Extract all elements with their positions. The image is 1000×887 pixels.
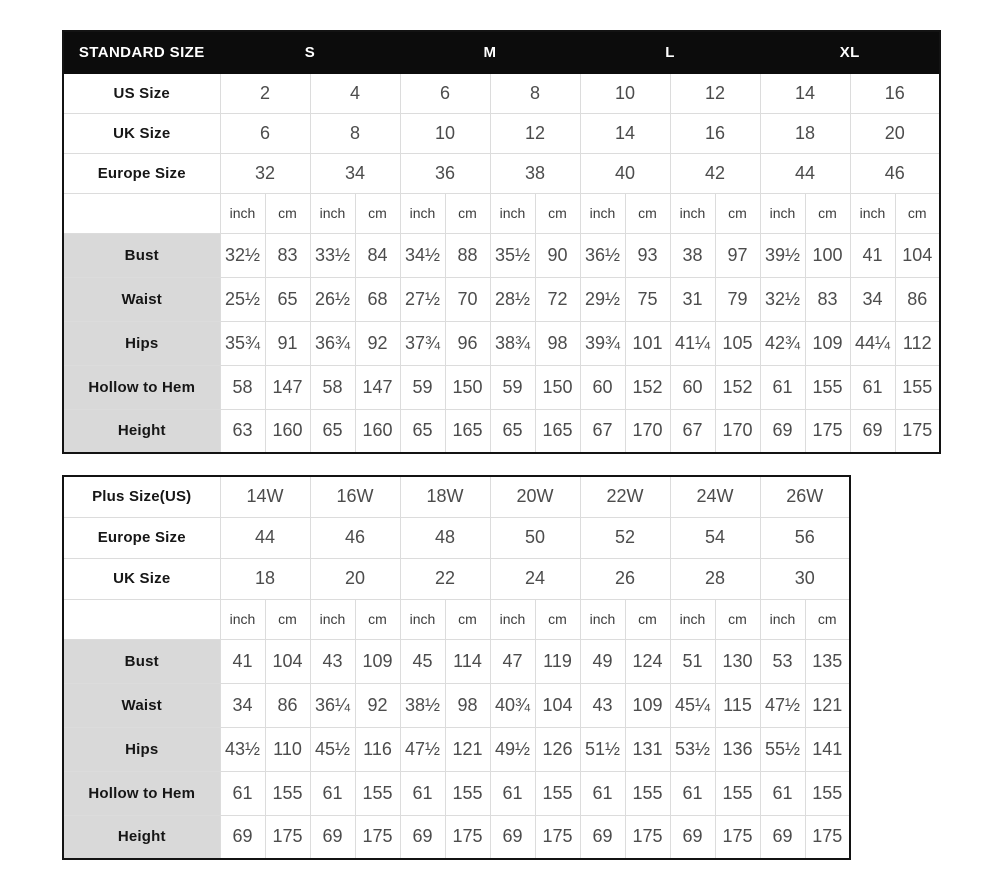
- measurement-value: 39½: [760, 233, 805, 277]
- measurement-row: [63, 277, 940, 321]
- measurement-value: 60: [580, 365, 625, 409]
- size-value: 8: [310, 113, 400, 153]
- size-group-header-xl: XL: [760, 31, 940, 73]
- measurement-value: 45½: [310, 727, 355, 771]
- measurement-value: 35¾: [220, 321, 265, 365]
- measurement-value: 96: [445, 321, 490, 365]
- measurement-value: 86: [265, 683, 310, 727]
- unit-label-cm: cm: [265, 599, 310, 639]
- measurement-value: 43½: [220, 727, 265, 771]
- row-label: Hips: [63, 321, 220, 365]
- measurement-value: 155: [535, 771, 580, 815]
- plus-size-table-container: [62, 475, 851, 860]
- size-group-header-m: M: [400, 31, 580, 73]
- measurement-value: 61: [310, 771, 355, 815]
- measurement-value: 155: [715, 771, 760, 815]
- measurement-value: 45: [400, 639, 445, 683]
- size-value: 4: [310, 73, 400, 113]
- size-value: 18: [220, 558, 310, 599]
- measurement-row: [63, 409, 940, 453]
- measurement-value: 70: [445, 277, 490, 321]
- size-value: 12: [490, 113, 580, 153]
- measurement-value: 92: [355, 321, 400, 365]
- measurement-value: 69: [580, 815, 625, 859]
- measurement-value: 105: [715, 321, 760, 365]
- size-value: 6: [220, 113, 310, 153]
- unit-label-cm: cm: [805, 193, 850, 233]
- row-label: UK Size: [63, 113, 220, 153]
- unit-label-inch: inch: [490, 599, 535, 639]
- measurement-value: 49: [580, 639, 625, 683]
- measurement-value: 61: [760, 365, 805, 409]
- measurement-value: 58: [310, 365, 355, 409]
- measurement-value: 147: [265, 365, 310, 409]
- size-value: 40: [580, 153, 670, 193]
- measurement-value: 53: [760, 639, 805, 683]
- measurement-value: 150: [445, 365, 490, 409]
- measurement-value: 79: [715, 277, 760, 321]
- measurement-value: 59: [400, 365, 445, 409]
- measurement-value: 98: [535, 321, 580, 365]
- measurement-value: 34: [220, 683, 265, 727]
- measurement-value: 88: [445, 233, 490, 277]
- size-value: 36: [400, 153, 490, 193]
- measurement-value: 55½: [760, 727, 805, 771]
- size-value: 16W: [310, 476, 400, 517]
- size-value: 18: [760, 113, 850, 153]
- measurement-value: 31: [670, 277, 715, 321]
- measurement-value: 43: [310, 639, 355, 683]
- measurement-value: 41: [220, 639, 265, 683]
- measurement-value: 38½: [400, 683, 445, 727]
- measurement-value: 53½: [670, 727, 715, 771]
- measurement-value: 47½: [400, 727, 445, 771]
- measurement-value: 175: [805, 815, 850, 859]
- unit-label-cm: cm: [715, 193, 760, 233]
- row-label: Europe Size: [63, 517, 220, 558]
- size-value: 34: [310, 153, 400, 193]
- size-value: 14: [760, 73, 850, 113]
- measurement-value: 121: [445, 727, 490, 771]
- measurement-value: 59: [490, 365, 535, 409]
- size-value: 26W: [760, 476, 850, 517]
- measurement-value: 44¼: [850, 321, 895, 365]
- measurement-value: 91: [265, 321, 310, 365]
- size-value: 42: [670, 153, 760, 193]
- unit-label-inch: inch: [220, 599, 265, 639]
- size-value: 50: [490, 517, 580, 558]
- measurement-value: 29½: [580, 277, 625, 321]
- size-conversion-row: [63, 517, 850, 558]
- row-label: Hips: [63, 727, 220, 771]
- measurement-value: 65: [400, 409, 445, 453]
- empty-cell: [63, 599, 220, 639]
- size-value: 16: [670, 113, 760, 153]
- measurement-row: [63, 771, 850, 815]
- measurement-row: [63, 683, 850, 727]
- unit-label-inch: inch: [400, 193, 445, 233]
- measurement-value: 69: [490, 815, 535, 859]
- unit-label-inch: inch: [580, 193, 625, 233]
- size-value: 32: [220, 153, 310, 193]
- size-value: 46: [850, 153, 940, 193]
- measurement-row: [63, 727, 850, 771]
- size-value: 12: [670, 73, 760, 113]
- measurement-value: 36¼: [310, 683, 355, 727]
- measurement-value: 131: [625, 727, 670, 771]
- standard-size-table: [62, 30, 941, 454]
- size-value: 20: [850, 113, 940, 153]
- row-label: Bust: [63, 233, 220, 277]
- measurement-value: 40¾: [490, 683, 535, 727]
- size-value: 14: [580, 113, 670, 153]
- measurement-value: 45¼: [670, 683, 715, 727]
- measurement-value: 104: [535, 683, 580, 727]
- empty-cell: [63, 193, 220, 233]
- unit-row: [63, 599, 850, 639]
- measurement-value: 32½: [760, 277, 805, 321]
- measurement-value: 68: [355, 277, 400, 321]
- unit-label-cm: cm: [355, 193, 400, 233]
- measurement-value: 121: [805, 683, 850, 727]
- measurement-value: 65: [265, 277, 310, 321]
- measurement-value: 60: [670, 365, 715, 409]
- size-value: 24W: [670, 476, 760, 517]
- measurement-value: 109: [805, 321, 850, 365]
- measurement-value: 38¾: [490, 321, 535, 365]
- measurement-value: 175: [265, 815, 310, 859]
- measurement-value: 32½: [220, 233, 265, 277]
- size-value: 38: [490, 153, 580, 193]
- measurement-value: 69: [850, 409, 895, 453]
- measurement-value: 63: [220, 409, 265, 453]
- measurement-row: [63, 321, 940, 365]
- standard-size-table-container: [62, 30, 941, 454]
- measurement-value: 38: [670, 233, 715, 277]
- unit-label-inch: inch: [670, 599, 715, 639]
- table-title: STANDARD SIZE: [63, 31, 220, 73]
- measurement-value: 155: [355, 771, 400, 815]
- row-label: Waist: [63, 683, 220, 727]
- size-value: 52: [580, 517, 670, 558]
- measurement-value: 175: [715, 815, 760, 859]
- unit-label-inch: inch: [580, 599, 625, 639]
- measurement-value: 155: [805, 771, 850, 815]
- measurement-value: 175: [445, 815, 490, 859]
- measurement-value: 126: [535, 727, 580, 771]
- measurement-row: [63, 233, 940, 277]
- measurement-value: 109: [355, 639, 400, 683]
- measurement-value: 175: [535, 815, 580, 859]
- measurement-value: 90: [535, 233, 580, 277]
- measurement-value: 42¾: [760, 321, 805, 365]
- measurement-value: 92: [355, 683, 400, 727]
- size-conversion-row: [63, 558, 850, 599]
- unit-label-cm: cm: [535, 599, 580, 639]
- measurement-value: 160: [265, 409, 310, 453]
- size-value: 2: [220, 73, 310, 113]
- unit-label-cm: cm: [895, 193, 940, 233]
- size-group-header-s: S: [220, 31, 400, 73]
- size-value: 44: [760, 153, 850, 193]
- size-value: 24: [490, 558, 580, 599]
- size-value: 8: [490, 73, 580, 113]
- measurement-value: 47: [490, 639, 535, 683]
- measurement-value: 75: [625, 277, 670, 321]
- size-value: 54: [670, 517, 760, 558]
- unit-label-cm: cm: [715, 599, 760, 639]
- size-value: 16: [850, 73, 940, 113]
- measurement-value: 116: [355, 727, 400, 771]
- measurement-value: 147: [355, 365, 400, 409]
- measurement-row: [63, 639, 850, 683]
- size-value: 48: [400, 517, 490, 558]
- measurement-value: 155: [895, 365, 940, 409]
- unit-label-cm: cm: [445, 599, 490, 639]
- measurement-value: 83: [805, 277, 850, 321]
- row-label: Height: [63, 409, 220, 453]
- size-value: 26: [580, 558, 670, 599]
- measurement-value: 65: [310, 409, 355, 453]
- size-value: 56: [760, 517, 850, 558]
- measurement-value: 124: [625, 639, 670, 683]
- measurement-value: 155: [625, 771, 670, 815]
- unit-label-cm: cm: [625, 599, 670, 639]
- measurement-value: 141: [805, 727, 850, 771]
- measurement-value: 69: [760, 815, 805, 859]
- measurement-value: 61: [760, 771, 805, 815]
- size-value: 28: [670, 558, 760, 599]
- measurement-value: 100: [805, 233, 850, 277]
- measurement-value: 130: [715, 639, 760, 683]
- size-value: 44: [220, 517, 310, 558]
- unit-label-cm: cm: [445, 193, 490, 233]
- measurement-value: 175: [625, 815, 670, 859]
- measurement-value: 36½: [580, 233, 625, 277]
- measurement-value: 41¼: [670, 321, 715, 365]
- measurement-value: 86: [895, 277, 940, 321]
- unit-row: [63, 193, 940, 233]
- measurement-row: [63, 365, 940, 409]
- row-label: UK Size: [63, 558, 220, 599]
- measurement-value: 175: [805, 409, 850, 453]
- size-value: 14W: [220, 476, 310, 517]
- unit-label-inch: inch: [400, 599, 445, 639]
- measurement-value: 84: [355, 233, 400, 277]
- measurement-value: 150: [535, 365, 580, 409]
- measurement-value: 112: [895, 321, 940, 365]
- measurement-value: 35½: [490, 233, 535, 277]
- measurement-value: 39¾: [580, 321, 625, 365]
- measurement-value: 37¾: [400, 321, 445, 365]
- measurement-value: 49½: [490, 727, 535, 771]
- unit-label-inch: inch: [310, 599, 355, 639]
- measurement-value: 175: [355, 815, 400, 859]
- size-value: 20: [310, 558, 400, 599]
- measurement-value: 69: [670, 815, 715, 859]
- measurement-value: 67: [670, 409, 715, 453]
- measurement-value: 26½: [310, 277, 355, 321]
- measurement-value: 160: [355, 409, 400, 453]
- size-value: 20W: [490, 476, 580, 517]
- row-label: Waist: [63, 277, 220, 321]
- measurement-value: 61: [220, 771, 265, 815]
- measurement-value: 67: [580, 409, 625, 453]
- unit-label-inch: inch: [490, 193, 535, 233]
- measurement-value: 43: [580, 683, 625, 727]
- measurement-value: 152: [625, 365, 670, 409]
- measurement-row: [63, 815, 850, 859]
- measurement-value: 115: [715, 683, 760, 727]
- unit-label-cm: cm: [355, 599, 400, 639]
- measurement-value: 170: [715, 409, 760, 453]
- measurement-value: 110: [265, 727, 310, 771]
- size-conversion-row: [63, 73, 940, 113]
- size-value: 22W: [580, 476, 670, 517]
- size-value: 46: [310, 517, 400, 558]
- measurement-value: 114: [445, 639, 490, 683]
- measurement-value: 155: [805, 365, 850, 409]
- measurement-value: 93: [625, 233, 670, 277]
- size-group-header-l: L: [580, 31, 760, 73]
- row-label: Plus Size(US): [63, 476, 220, 517]
- measurement-value: 165: [445, 409, 490, 453]
- unit-label-inch: inch: [760, 599, 805, 639]
- size-value: 10: [580, 73, 670, 113]
- measurement-value: 36¾: [310, 321, 355, 365]
- measurement-value: 69: [760, 409, 805, 453]
- measurement-value: 61: [400, 771, 445, 815]
- size-conversion-row: [63, 153, 940, 193]
- measurement-value: 119: [535, 639, 580, 683]
- measurement-value: 175: [895, 409, 940, 453]
- unit-label-inch: inch: [310, 193, 355, 233]
- unit-label-inch: inch: [220, 193, 265, 233]
- row-label: Bust: [63, 639, 220, 683]
- measurement-value: 155: [265, 771, 310, 815]
- measurement-value: 69: [400, 815, 445, 859]
- measurement-value: 170: [625, 409, 670, 453]
- row-label: Hollow to Hem: [63, 365, 220, 409]
- unit-label-cm: cm: [265, 193, 310, 233]
- measurement-value: 34½: [400, 233, 445, 277]
- measurement-value: 109: [625, 683, 670, 727]
- measurement-value: 101: [625, 321, 670, 365]
- measurement-value: 61: [490, 771, 535, 815]
- unit-label-cm: cm: [805, 599, 850, 639]
- size-value: 30: [760, 558, 850, 599]
- row-label: Height: [63, 815, 220, 859]
- measurement-value: 104: [265, 639, 310, 683]
- measurement-value: 28½: [490, 277, 535, 321]
- measurement-value: 25½: [220, 277, 265, 321]
- measurement-value: 51½: [580, 727, 625, 771]
- measurement-value: 69: [310, 815, 355, 859]
- unit-label-cm: cm: [625, 193, 670, 233]
- measurement-value: 155: [445, 771, 490, 815]
- row-label: Europe Size: [63, 153, 220, 193]
- measurement-value: 104: [895, 233, 940, 277]
- plus-size-table: [62, 475, 851, 860]
- measurement-value: 135: [805, 639, 850, 683]
- size-conversion-row: [63, 476, 850, 517]
- measurement-value: 58: [220, 365, 265, 409]
- measurement-value: 61: [670, 771, 715, 815]
- unit-label-cm: cm: [535, 193, 580, 233]
- table-header-row: [63, 31, 940, 73]
- size-value: 10: [400, 113, 490, 153]
- size-value: 22: [400, 558, 490, 599]
- measurement-value: 61: [850, 365, 895, 409]
- unit-label-inch: inch: [760, 193, 805, 233]
- measurement-value: 33½: [310, 233, 355, 277]
- measurement-value: 69: [220, 815, 265, 859]
- size-value: 18W: [400, 476, 490, 517]
- measurement-value: 136: [715, 727, 760, 771]
- measurement-value: 72: [535, 277, 580, 321]
- unit-label-inch: inch: [850, 193, 895, 233]
- measurement-value: 47½: [760, 683, 805, 727]
- measurement-value: 27½: [400, 277, 445, 321]
- measurement-value: 83: [265, 233, 310, 277]
- size-conversion-row: [63, 113, 940, 153]
- measurement-value: 51: [670, 639, 715, 683]
- measurement-value: 152: [715, 365, 760, 409]
- measurement-value: 165: [535, 409, 580, 453]
- measurement-value: 98: [445, 683, 490, 727]
- row-label: US Size: [63, 73, 220, 113]
- measurement-value: 97: [715, 233, 760, 277]
- size-value: 6: [400, 73, 490, 113]
- measurement-value: 41: [850, 233, 895, 277]
- measurement-value: 65: [490, 409, 535, 453]
- unit-label-inch: inch: [670, 193, 715, 233]
- measurement-value: 34: [850, 277, 895, 321]
- row-label: Hollow to Hem: [63, 771, 220, 815]
- measurement-value: 61: [580, 771, 625, 815]
